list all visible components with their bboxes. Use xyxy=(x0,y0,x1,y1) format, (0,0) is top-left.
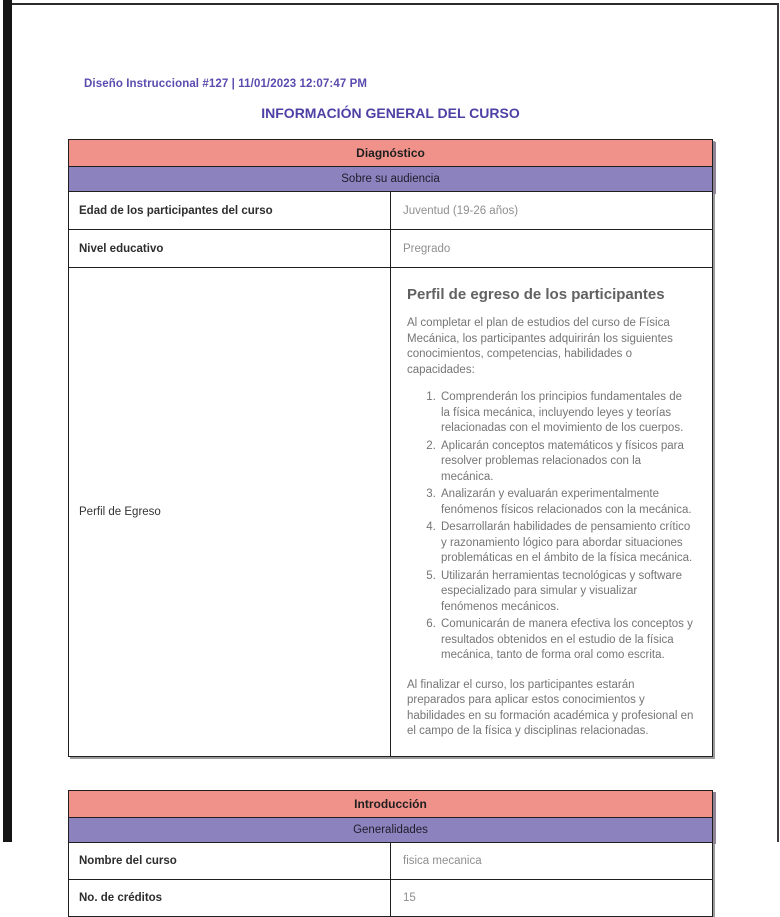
introduccion-table xyxy=(68,790,713,917)
table-row xyxy=(69,230,713,268)
row-label-creditos: No. de créditos xyxy=(69,879,391,916)
viewer-right-edge xyxy=(777,3,779,842)
row-value-nivel: Pregrado xyxy=(391,230,713,268)
table-row xyxy=(69,842,713,879)
row-value-edad: Juventud (19-26 años) xyxy=(391,192,713,230)
section-header-diagnostico: Diagnóstico xyxy=(69,140,713,167)
perfil-outro: Al finalizar el curso, los participantes estarán preparados para aplicar estos conocimientos y habilidades en su formación académica y profesional en el campo de la física y disciplinas relacionadas. xyxy=(407,678,694,737)
viewer-top-edge xyxy=(12,3,778,5)
perfil-list-item: 2. Aplicarán conceptos matemáticos y físicos para resolver problemas relacionados con la mecánica. xyxy=(439,439,694,486)
perfil-list-item: 4. Desarrollarán habilidades de pensamiento crítico y razonamiento lógico para abordar situaciones problemáticas en el ámbito de la física mecánica. xyxy=(439,520,694,567)
table-row-perfil xyxy=(69,268,713,757)
perfil-list-item: 5. Utilizarán herramientas tecnológicas y software especializado para simular y visualizar fenómenos mecánicos. xyxy=(439,569,694,616)
subsection-header-row xyxy=(69,817,713,842)
perfil-egreso-content xyxy=(391,268,713,757)
subsection-header-row xyxy=(69,167,713,192)
section-header-introduccion: Introducción xyxy=(69,790,713,817)
row-label-perfil-egreso: Perfil de Egreso xyxy=(69,268,391,757)
perfil-list-item: 3. Analizarán y evaluarán experimentalmente fenómenos físicos relacionados con la mecánica. xyxy=(439,487,694,518)
section-header-row xyxy=(69,140,713,167)
table-row xyxy=(69,879,713,916)
perfil-intro: Al completar el plan de estudios del curso de Física Mecánica, los participantes adquirirán los siguientes conocimientos, competencias, habilidades o capacidades: xyxy=(407,317,673,376)
document-meta-line: Diseño Instruccional #127 | 11/01/2023 12:07:47 PM xyxy=(84,78,368,90)
document-page xyxy=(68,78,713,917)
viewer-left-edge xyxy=(3,0,12,842)
diagnostico-table xyxy=(68,139,713,757)
perfil-list-item: 1. Comprenderán los principios fundamentales de la física mecánica, incluyendo leyes y teorías relacionadas con el movimiento de los cuerpos. xyxy=(439,390,694,437)
row-value-creditos: 15 xyxy=(391,879,713,916)
row-label-nombre-curso: Nombre del curso xyxy=(69,842,391,879)
subsection-header-generalidades: Generalidades xyxy=(69,817,713,842)
perfil-heading: Perfil de egreso de los participantes xyxy=(407,286,665,303)
row-value-nombre-curso: fisica mecanica xyxy=(391,842,713,879)
table-row xyxy=(69,192,713,230)
perfil-list-item: 6. Comunicarán de manera efectiva los conceptos y resultados obtenidos en el estudio de la física mecánica, tanto de forma oral como escrita. xyxy=(439,617,694,664)
perfil-list xyxy=(407,390,694,664)
page-title: INFORMACIÓN GENERAL DEL CURSO xyxy=(261,105,520,121)
subsection-header-audiencia: Sobre su audiencia xyxy=(69,167,713,192)
table-gap xyxy=(68,757,713,790)
row-label-nivel: Nivel educativo xyxy=(69,230,391,268)
row-label-edad: Edad de los participantes del curso xyxy=(69,192,391,230)
section-header-row xyxy=(69,790,713,817)
